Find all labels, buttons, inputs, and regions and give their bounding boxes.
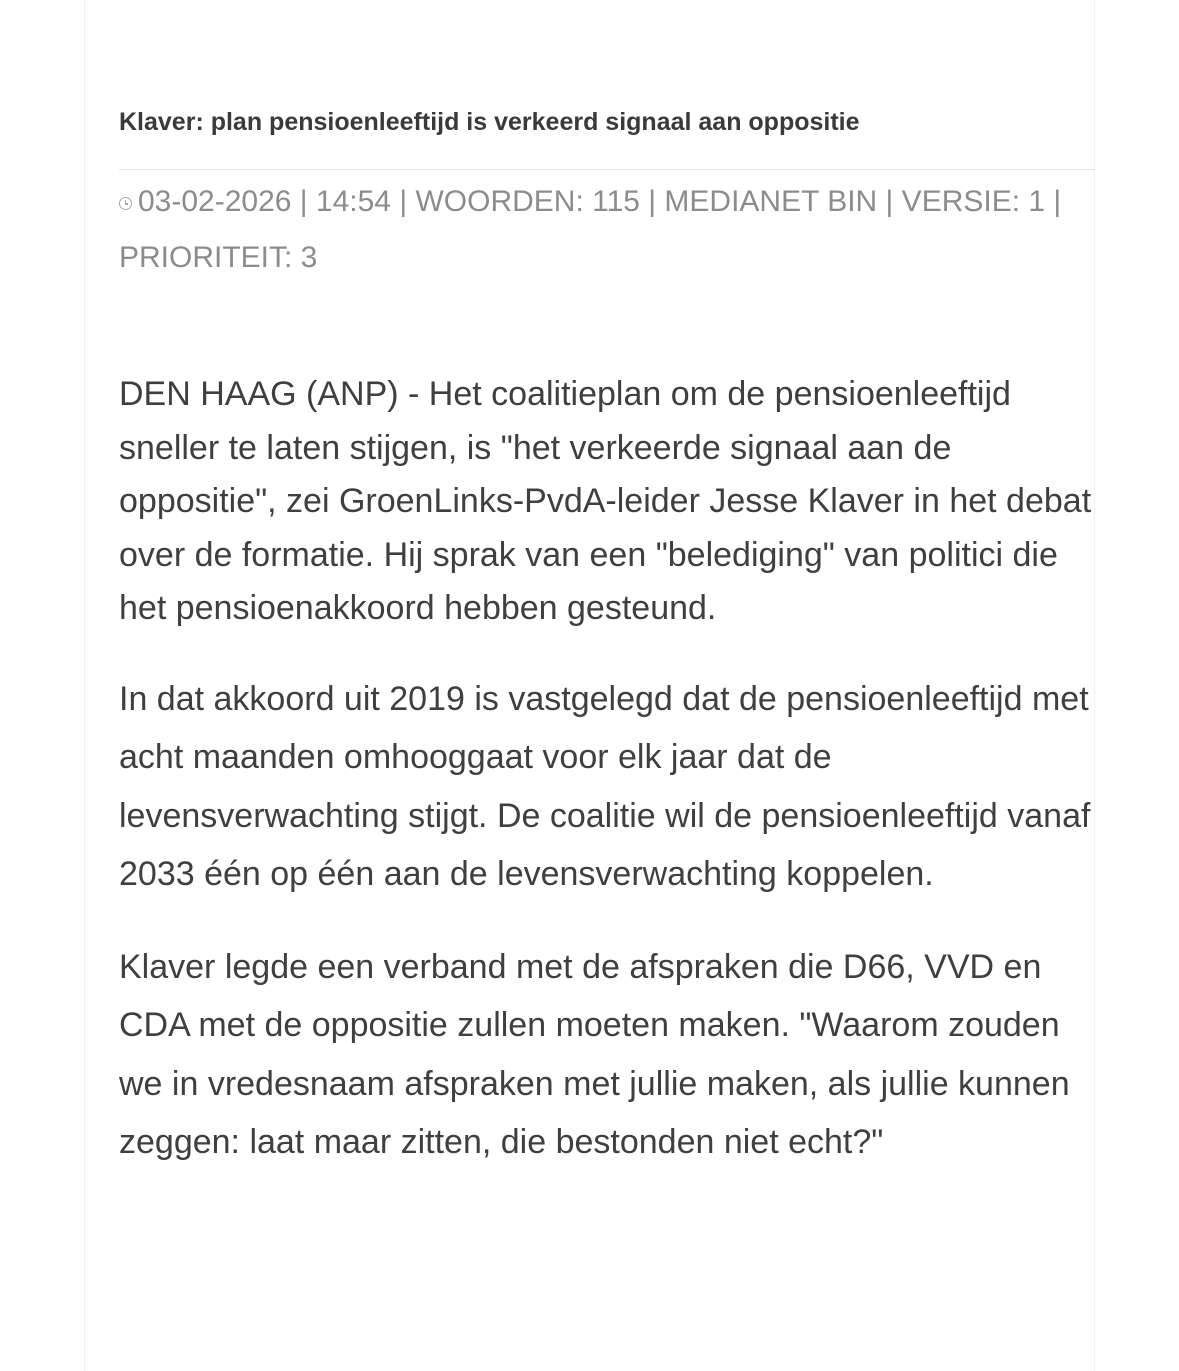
article-paragraph: In dat akkoord uit 2019 is vastgelegd dat de pensioenleeftijd met acht maanden omhooggaat voor elk jaar dat de levensverwachting stijgt. De coalitie wil de pensioenleeftijd vanaf 2033 één op één aan de levensverwachting koppelen. (119, 679, 1091, 893)
article-meta-text: 03-02-2026 | 14:54 | WOORDEN: 115 | MEDIANET BIN | VERSIE: 1 | PRIORITEIT: 3 (119, 185, 1062, 274)
clock-icon (119, 197, 132, 210)
article-paragraph: DEN HAAG (ANP) - Het coalitieplan om de pensioenleeftijd sneller te laten stijgen, is "het verkeerde signaal aan de oppositie", zei GroenLinks-PvdA-leider Jesse Klaver in het debat over de formatie. Hij sprak van een "belediging" van politici die het pensioenakkoord hebben gesteund. (119, 375, 1092, 627)
headline-divider (119, 169, 1095, 170)
article-paragraph: Klaver legde een verband met de afspraken die D66, VVD en CDA met de oppositie zullen moeten maken. "Waarom zouden we in vredesnaam afspraken met jullie maken, als jullie kunnen zeggen: laat maar zitten, die bestonden niet echt?" (119, 947, 1070, 1161)
article-headline: Klaver: plan pensioenleeftijd is verkeerd signaal aan oppositie (119, 108, 860, 136)
article-body (119, 368, 1095, 1172)
article-meta (119, 174, 1095, 286)
